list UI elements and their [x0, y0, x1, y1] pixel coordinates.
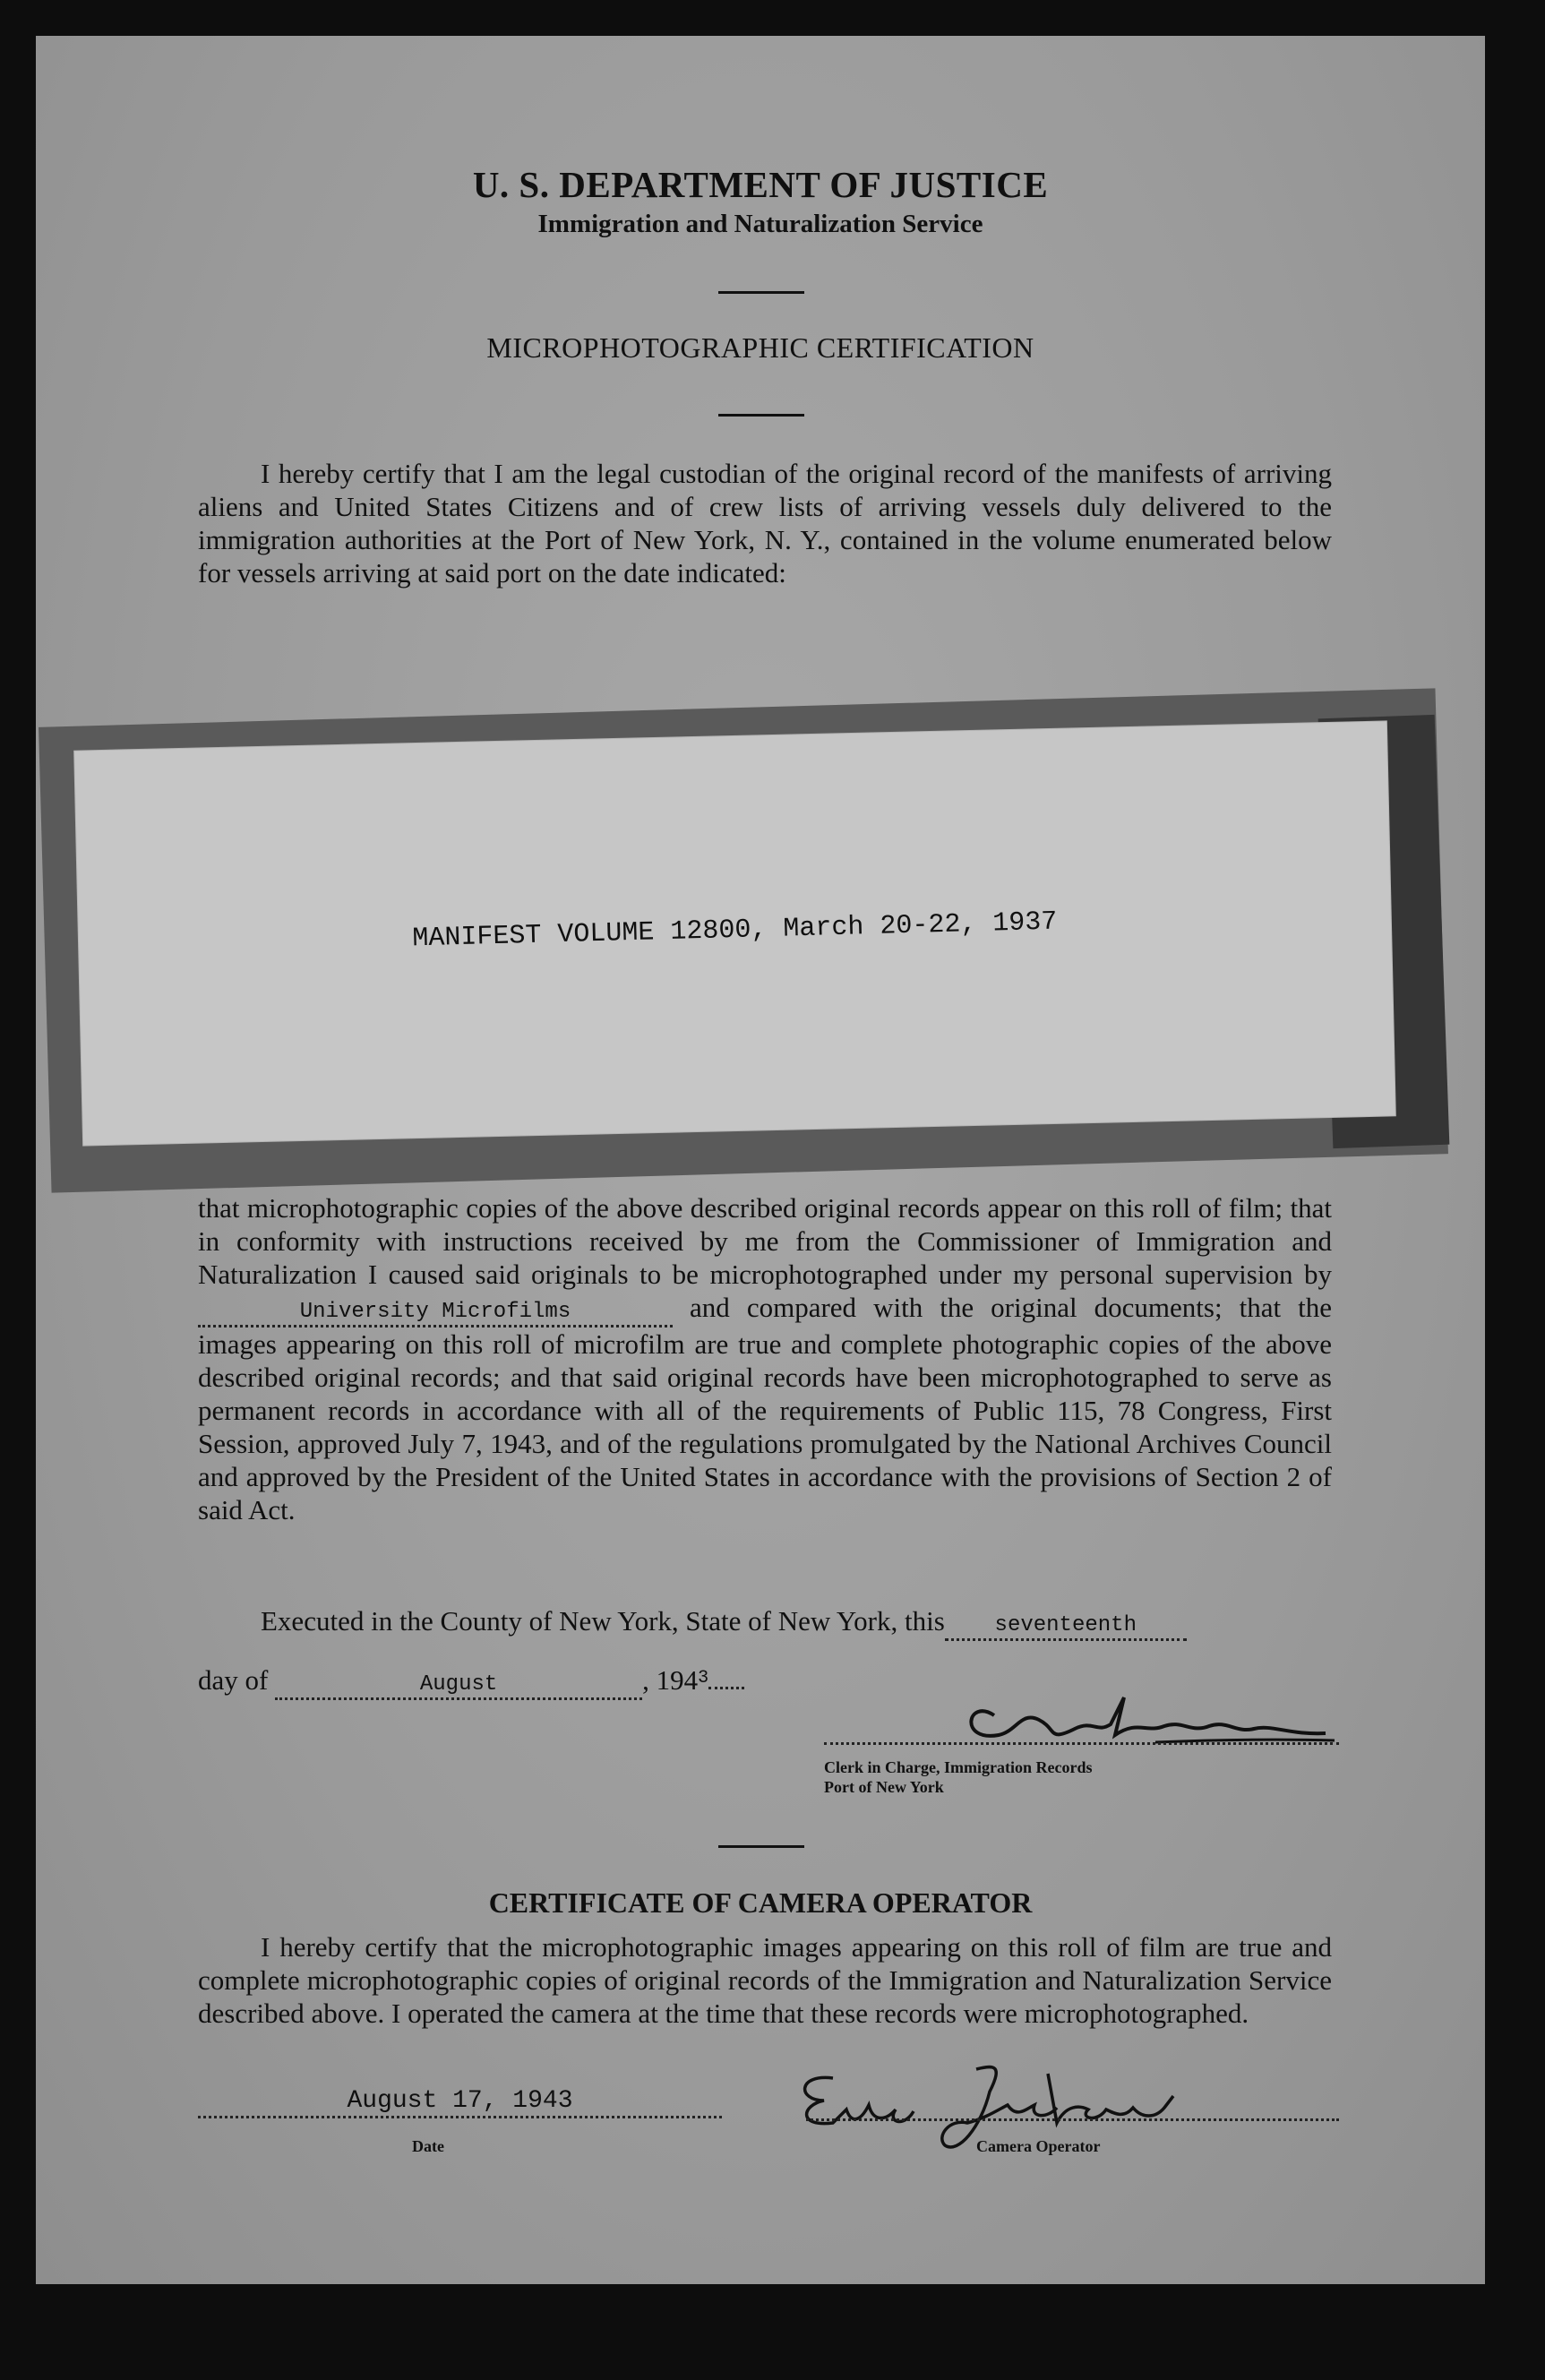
certification-body-text [198, 1191, 1332, 1526]
manifest-volume-text: MANIFEST VOLUME 12800, March 20-22, 1937 [412, 906, 1058, 955]
clerk-title-line1: Clerk in Charge, Immigration Records [824, 1758, 1093, 1776]
divider-rule [718, 1845, 804, 1848]
department-heading: U. S. DEPARTMENT OF JUSTICE [472, 164, 1049, 205]
year-digit: 3 [698, 1668, 709, 1688]
day-of-line [198, 1664, 914, 1700]
day-of-label: day of [198, 1664, 269, 1696]
executed-line [261, 1605, 1362, 1641]
photographer-field: University Microfilms [198, 1300, 673, 1327]
clerk-title [824, 1757, 1092, 1797]
intro-paragraph [198, 457, 1332, 589]
camera-operator-heading: CERTIFICATE OF CAMERA OPERATOR [488, 1886, 1033, 1919]
day-field: seventeenth [945, 1613, 1187, 1641]
body-part2: and compared with the original documents; that the images appearing on this roll of microfilm are true and complete photographic copies of the above described original records; and that said original records have been microphotographed to serve as permanent records in accordance with all of the requirements of Public 115, 78 Congress, First Session, approved July 7, 1943, and of the regulations promulgated by the National Archives Council and approved by the President of the United States in accordance with the provisions of Section 2 of said Act. [198, 1292, 1332, 1525]
camera-operator-text: I hereby certify that the microphotographic images appearing on this roll of film are true and complete microphotographic copies of original records of the Immigration and Naturalization Service described above. I operated the camera at the time that these records were microphotographed. [198, 1931, 1332, 2029]
document-page [36, 36, 1485, 2284]
year-dots [708, 1687, 744, 1689]
intro-paragraph-text: I hereby certify that I am the legal custodian of the original record of the manifests of arriving aliens and United States Citizens and of crew lists of arriving vessels duly delivered to the immigration authorities at the Port of New York, N. Y., contained in the volume enumerated below for vessels arriving at said port on the date indicated: [198, 458, 1332, 589]
certification-title: MICROPHOTOGRAPHIC CERTIFICATION [486, 331, 1034, 364]
operator-date-field: August 17, 1943 [198, 2087, 722, 2118]
operator-signature-line [806, 2118, 1339, 2121]
service-subheading: Immigration and Naturalization Service [537, 210, 983, 238]
date-label: Date [412, 2137, 444, 2155]
clerk-signature [931, 1680, 1343, 1760]
camera-operator-label: Camera Operator [976, 2137, 1101, 2155]
divider-rule [718, 291, 804, 294]
certification-body [198, 1191, 1332, 1526]
clerk-signature-line [824, 1742, 1339, 1745]
year-prefix: , 194 [642, 1664, 699, 1696]
clerk-title-line2: Port of New York [824, 1778, 944, 1796]
month-field: August [275, 1672, 642, 1700]
body-part1: that microphotographic copies of the above described original records appear on this roll of film; that in conformity with instructions received by me from the Commissioner of Immigration and Naturalization I caused said originals to be microphotographed under my personal supervision by [198, 1192, 1332, 1290]
camera-operator-paragraph [198, 1930, 1332, 2030]
attached-manifest-slip [74, 721, 1395, 1145]
divider-rule [718, 414, 804, 417]
executed-text: Executed in the County of New York, State of New York, this [261, 1605, 945, 1637]
